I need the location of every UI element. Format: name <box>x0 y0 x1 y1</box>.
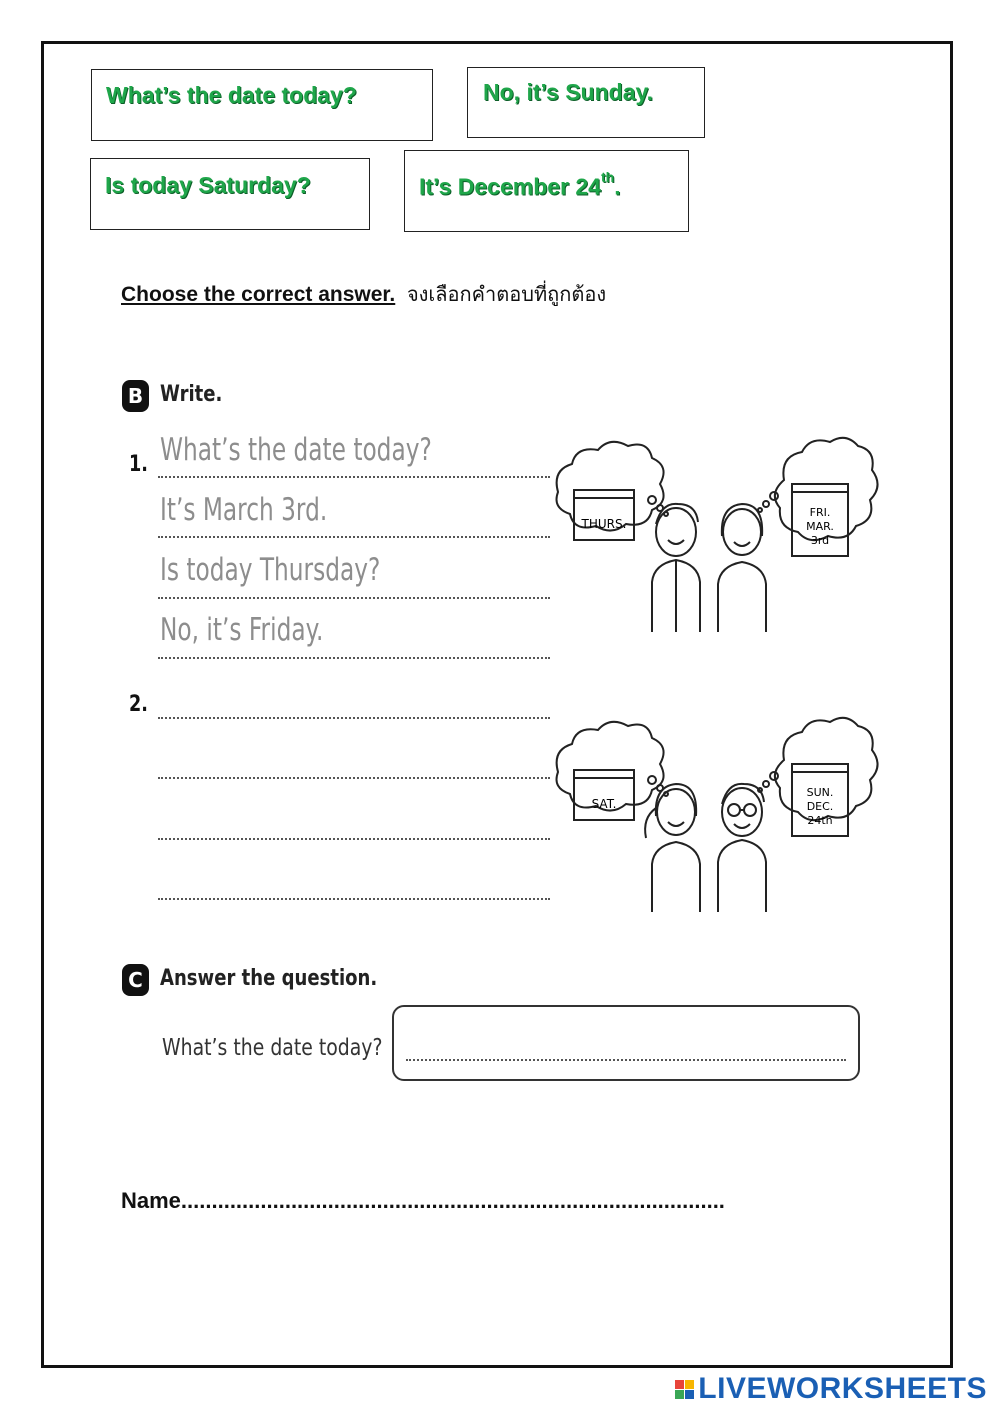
instruction-english: Choose the correct answer. <box>121 283 396 306</box>
writing-line-input[interactable] <box>158 777 550 779</box>
calendar-left-label: SAT. <box>591 797 617 811</box>
model-line-1: What’s the date today? <box>160 432 432 468</box>
ordinal-suffix: th <box>600 169 615 185</box>
item-1-number: 1. <box>129 452 148 477</box>
scene-1-illustration <box>548 432 880 632</box>
scene-2-illustration <box>548 712 880 912</box>
section-c-badge: C <box>122 964 149 996</box>
boy-figure <box>652 504 700 632</box>
writing-line <box>158 657 550 659</box>
tile-text: It’s December 24th. <box>419 169 621 200</box>
instruction-thai: จงเลือกคำตอบที่ถูกต้อง <box>406 282 607 306</box>
girl-figure <box>645 784 700 912</box>
tile-text: No, it’s Sunday. <box>483 79 653 105</box>
writing-line <box>158 536 550 538</box>
item-2-number: 2. <box>129 692 148 717</box>
brand-text: LIVEWORKSHEETS <box>698 1372 987 1405</box>
answer-dotted-line <box>406 1059 846 1061</box>
tile-text: Is today Saturday? <box>105 172 311 198</box>
liveworksheets-logo-icon <box>675 1380 694 1399</box>
worksheet-frame <box>41 41 953 1368</box>
calendar-right-day: SUN. <box>806 786 834 799</box>
girl-figure <box>718 504 766 632</box>
question-label: What’s the date today? <box>162 1035 383 1061</box>
section-c-title: Answer the question. <box>160 966 378 991</box>
writing-line-input[interactable] <box>158 838 550 840</box>
answer-tile-its-december-24th[interactable] <box>404 150 689 232</box>
liveworksheets-brand <box>675 1372 987 1406</box>
calendar-right-date: 3rd <box>810 534 830 547</box>
instruction <box>121 278 606 310</box>
writing-line-input[interactable] <box>158 898 550 900</box>
answer-tile-is-today-saturday[interactable] <box>90 158 370 230</box>
calendar-right-month: DEC. <box>806 800 834 813</box>
calendar-right-month: MAR. <box>806 520 834 533</box>
name-field[interactable]: Name......................................................................................... <box>121 1188 725 1213</box>
answer-input-box[interactable] <box>392 1005 860 1081</box>
model-line-2: It’s March 3rd. <box>160 492 328 528</box>
calendar-right-day: FRI. <box>809 506 831 519</box>
answer-tile-whats-the-date[interactable] <box>91 69 433 141</box>
writing-line <box>158 597 550 599</box>
boy-with-glasses-figure <box>718 784 766 912</box>
tile-text: What’s the date today? <box>106 82 357 108</box>
calendar-left-label: THURS. <box>581 517 627 531</box>
model-line-3: Is today Thursday? <box>160 552 381 588</box>
section-b-title: Write. <box>160 382 223 407</box>
answer-tile-no-its-sunday[interactable] <box>467 67 705 138</box>
model-line-4: No, it’s Friday. <box>160 612 324 648</box>
calendar-right-date: 24th <box>807 814 833 827</box>
section-b-badge: B <box>122 380 149 412</box>
writing-line <box>158 476 550 478</box>
writing-line-input[interactable] <box>158 717 550 719</box>
